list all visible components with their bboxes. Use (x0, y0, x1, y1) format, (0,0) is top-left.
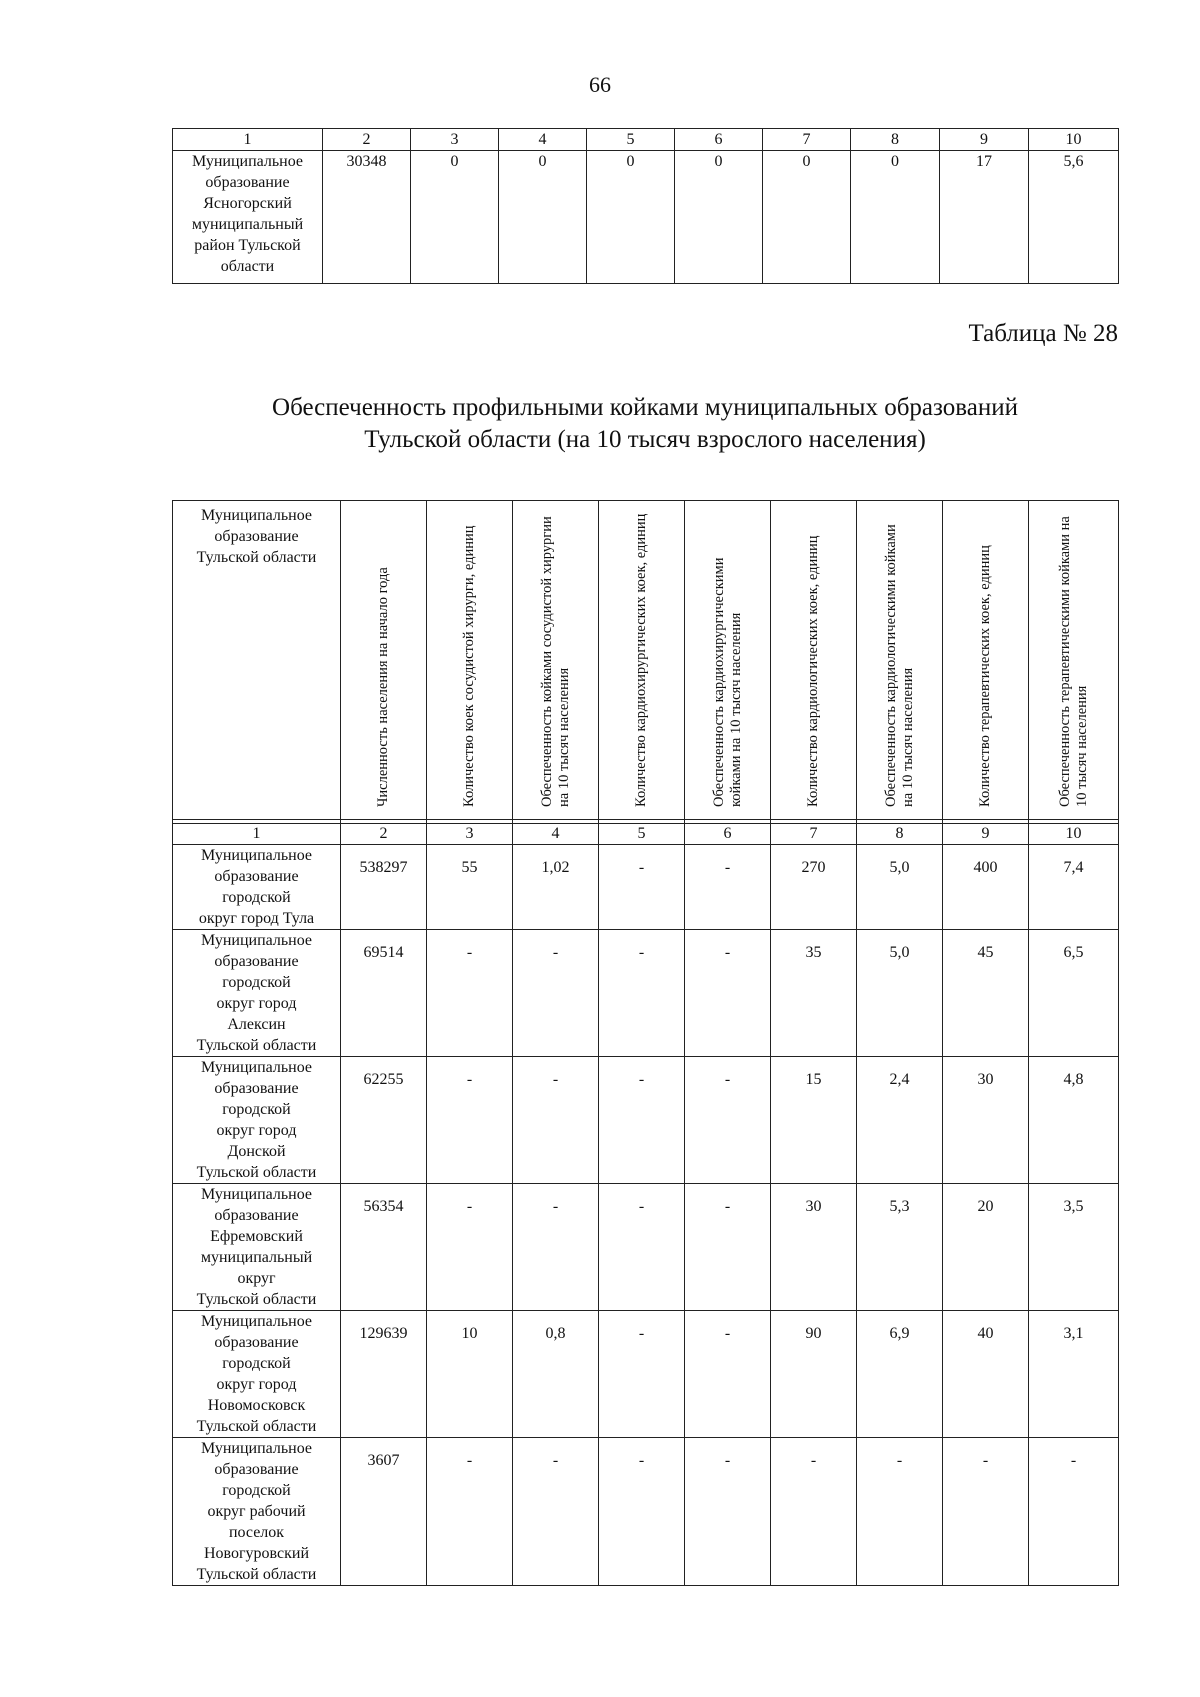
table-cell: - (685, 1184, 771, 1311)
column-header-municipality: Муниципальное образование Тульской области (173, 501, 341, 820)
continuation-table (172, 128, 1119, 284)
municipality-name: Муниципальное образование городской округ рабочий поселок Новогуровский Тульской области (173, 1438, 341, 1586)
table-row (173, 845, 1119, 930)
page-number: 66 (589, 72, 611, 97)
column-number: 5 (599, 824, 685, 845)
table-cell: 90 (771, 1311, 857, 1438)
table-label: Таблица № 28 (968, 320, 1118, 347)
beds-table (172, 500, 1119, 1586)
table-cell: 6,9 (857, 1311, 943, 1438)
table-cell: 69514 (341, 930, 427, 1057)
table-cell: 0,8 (513, 1311, 599, 1438)
municipality-name: Муниципальное образование городской округ город Новомосковск Тульской области (173, 1311, 341, 1438)
column-number: 6 (675, 129, 763, 151)
column-header: Обеспеченность кардиохирургическими койками на 10 тысяч населения (685, 501, 771, 820)
table-row (173, 1184, 1119, 1311)
municipality-name: Муниципальное образование городской округ город Тула (173, 845, 341, 930)
table-cell: - (1029, 1438, 1119, 1586)
table-cell: 30 (943, 1057, 1029, 1184)
column-header: Обеспеченность терапевтическими койками на 10 тысяч населения (1029, 501, 1119, 820)
table-cell: - (685, 845, 771, 930)
table-cell: - (513, 1438, 599, 1586)
table-title-line: Тульской области (на 10 тысяч взрослого населения) (364, 426, 926, 453)
table-cell: 3,5 (1029, 1184, 1119, 1311)
municipality-name: Муниципальное образование Ясногорский муниципальный район Тульской области (173, 151, 323, 284)
column-number: 3 (427, 824, 513, 845)
table-cell: 0 (675, 151, 763, 284)
table-cell: 35 (771, 930, 857, 1057)
table-cell: - (599, 1311, 685, 1438)
table-cell: - (685, 1438, 771, 1586)
column-number: 6 (685, 824, 771, 845)
table-cell: - (943, 1438, 1029, 1586)
column-number: 4 (513, 824, 599, 845)
table-cell: - (771, 1438, 857, 1586)
table-cell: - (427, 930, 513, 1057)
column-header: Количество кардиохирургических коек, единиц (599, 501, 685, 820)
table-cell: - (513, 930, 599, 1057)
column-header: Обеспеченность кардиологическими койками на 10 тысяч населения (857, 501, 943, 820)
table-header-row (173, 501, 1119, 820)
table-cell: - (599, 1438, 685, 1586)
table-title (172, 392, 1118, 456)
column-header: Количество коек сосудистой хирурги, единиц (427, 501, 513, 820)
table-cell: - (857, 1438, 943, 1586)
table-cell: 4,8 (1029, 1057, 1119, 1184)
table-cell: - (685, 1311, 771, 1438)
column-number: 8 (857, 824, 943, 845)
table-cell: 20 (943, 1184, 1029, 1311)
table-cell: - (599, 1057, 685, 1184)
column-number: 7 (763, 129, 851, 151)
table-cell: - (599, 845, 685, 930)
table-row (173, 1057, 1119, 1184)
column-number: 1 (173, 824, 341, 845)
table-cell: 0 (763, 151, 851, 284)
column-number: 7 (771, 824, 857, 845)
column-number-row (173, 824, 1119, 845)
table-cell: 40 (943, 1311, 1029, 1438)
table-cell: 1,02 (513, 845, 599, 930)
continuation-header-row (173, 129, 1119, 151)
table-cell: 30348 (323, 151, 411, 284)
table-cell: 7,4 (1029, 845, 1119, 930)
municipality-name: Муниципальное образование городской округ город Донской Тульской области (173, 1057, 341, 1184)
table-cell: 0 (411, 151, 499, 284)
table-row (173, 1311, 1119, 1438)
table-cell: 56354 (341, 1184, 427, 1311)
table-cell: - (427, 1057, 513, 1184)
table-cell: 5,0 (857, 930, 943, 1057)
table-cell: - (685, 930, 771, 1057)
table-cell: 17 (940, 151, 1029, 284)
table-cell: 45 (943, 930, 1029, 1057)
column-header: Количество кардиологических коек, единиц (771, 501, 857, 820)
table-cell: 538297 (341, 845, 427, 930)
table-cell: - (599, 1184, 685, 1311)
table-cell: 400 (943, 845, 1029, 930)
table-row (173, 930, 1119, 1057)
table-cell: 3607 (341, 1438, 427, 1586)
column-number: 8 (851, 129, 940, 151)
column-number: 10 (1029, 824, 1119, 845)
column-header: Обеспеченность койками сосудистой хирургии на 10 тысяч населения (513, 501, 599, 820)
column-number: 2 (341, 824, 427, 845)
column-number: 4 (499, 129, 587, 151)
table-cell: 30 (771, 1184, 857, 1311)
table-cell: 0 (587, 151, 675, 284)
table-cell: 0 (499, 151, 587, 284)
column-number: 10 (1029, 129, 1119, 151)
column-number: 1 (173, 129, 323, 151)
table-cell: - (685, 1057, 771, 1184)
table-row (173, 151, 1119, 284)
table-cell: 5,3 (857, 1184, 943, 1311)
table-cell: 6,5 (1029, 930, 1119, 1057)
table-cell: 270 (771, 845, 857, 930)
table-cell: 2,4 (857, 1057, 943, 1184)
municipality-name: Муниципальное образование городской округ город Алексин Тульской области (173, 930, 341, 1057)
table-cell: 55 (427, 845, 513, 930)
municipality-name: Муниципальное образование Ефремовский муниципальный округ Тульской области (173, 1184, 341, 1311)
table-title-line: Обеспеченность профильными койками муниципальных образований (272, 394, 1018, 421)
table-cell: - (427, 1184, 513, 1311)
column-number: 3 (411, 129, 499, 151)
table-row (173, 1438, 1119, 1586)
table-cell: - (599, 930, 685, 1057)
column-number: 9 (940, 129, 1029, 151)
table-cell: - (513, 1184, 599, 1311)
column-number: 2 (323, 129, 411, 151)
table-cell: 62255 (341, 1057, 427, 1184)
table-cell: 3,1 (1029, 1311, 1119, 1438)
table-cell: 10 (427, 1311, 513, 1438)
table-cell: - (513, 1057, 599, 1184)
table-cell: 15 (771, 1057, 857, 1184)
table-cell: 5,6 (1029, 151, 1119, 284)
column-number: 5 (587, 129, 675, 151)
column-header: Количество терапевтических коек, единиц (943, 501, 1029, 820)
column-number: 9 (943, 824, 1029, 845)
table-cell: 5,0 (857, 845, 943, 930)
table-cell: - (427, 1438, 513, 1586)
table-cell: 129639 (341, 1311, 427, 1438)
column-header: Численность населения на начало года (341, 501, 427, 820)
table-cell: 0 (851, 151, 940, 284)
